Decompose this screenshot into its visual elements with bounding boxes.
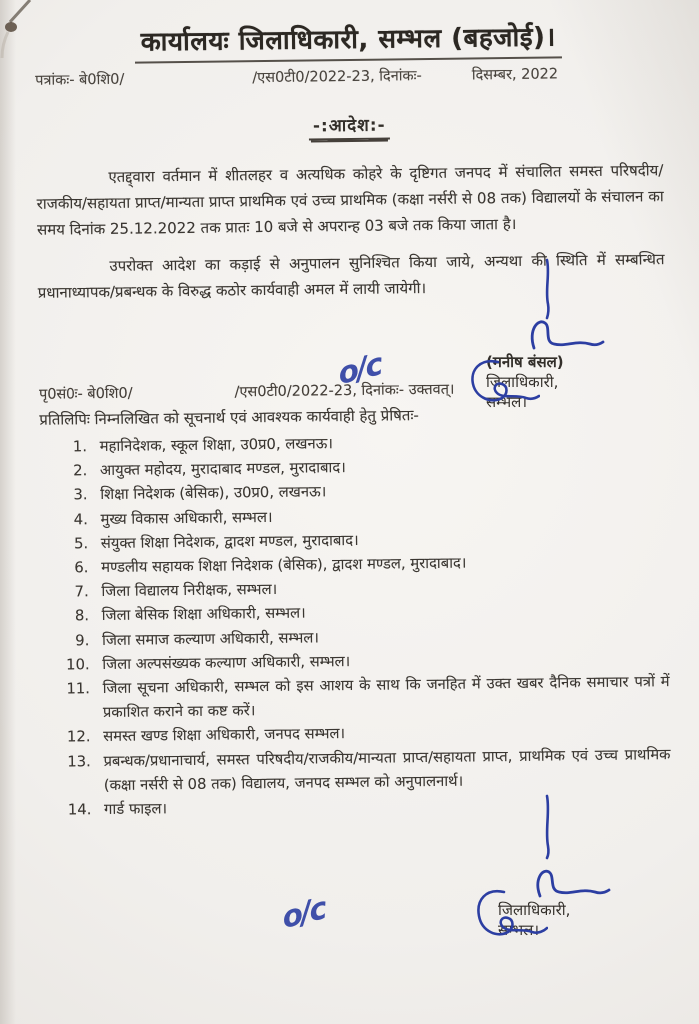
list-item: 3. शिक्षा निदेशक (बेसिक), उ0प्र0, लखनऊ। <box>92 477 667 508</box>
signatory-place: सम्भल। <box>486 393 528 411</box>
letter-number-label: पत्रांकः- बे0शि0/ <box>35 71 125 89</box>
signatory-designation: जिलाधिकारी, <box>498 901 571 919</box>
list-item: 8. जिला बेसिक शिक्षा अधिकारी, सम्भल। <box>94 598 669 629</box>
pen-stroke-icon <box>540 794 554 860</box>
list-item: 5. संयुक्त शिक्षा निदेशक, द्वादश मण्डल, मुरादाबाद। <box>93 525 668 556</box>
order-paragraph-2: उपरोक्त आदेश का कड़ाई से अनुपालन सुनिश्चित किया जाये, अन्यथा की स्थिति में सम्बन्धित प्रधानाध्यापक/प्रबन्धक के विरुद्ध कठोर कार्यवाही अमल में लायी जायेगी। <box>37 250 665 302</box>
endorsement-number-label: पृ0सं0ः- बे0शि0/ <box>38 385 133 403</box>
office-letterhead-title: कार्यालयः जिलाधिकारी, सम्भल (बहजोई)। <box>134 17 562 63</box>
order-heading: -:आदेश:- <box>309 112 390 140</box>
list-item: 14. गार्ड फाइल। <box>96 791 671 822</box>
signature-block-dm-bottom <box>498 866 668 940</box>
copy-distribution-heading: प्रतिलिपिः निम्नलिखित को सूचनार्थ एवं आवश्यक कार्यवाही हेतु प्रेषितः- <box>39 406 419 429</box>
endorsement-number-suffix: /एस0टी0/2022-23, दिनांकः- उक्तवत्। <box>234 381 455 401</box>
oc-handwritten-mark: o/c <box>280 890 328 937</box>
letter-date: दिसम्बर, 2022 <box>471 66 559 84</box>
list-item: 1. महानिदेशक, स्कूल शिक्षा, उ0प्र0, लखनऊ। <box>92 428 667 459</box>
list-item: 2. आयुक्त महोदय, मुरादाबाद मण्डल, मुरादाबाद। <box>92 452 667 483</box>
list-item: 9. जिला समाज कल्याण अधिकारी, सम्भल। <box>94 622 669 653</box>
list-item: 13. प्रबन्धक/प्रधानाचार्य, समस्त परिषदीय/राजकीय/मान्यता प्राप्त/सहायता प्राप्त, प्राथमिक एवं उच्च प्राथमिक (कक्षा नर्सरी से 08 तक) विद्यालय, जनपद सम्भल को अनुपालनार्थ। <box>95 743 671 798</box>
signatory-place: सम्भल। <box>498 921 540 939</box>
signature-block-dm <box>486 316 666 412</box>
signature-icon <box>520 316 606 352</box>
oc-handwritten-mark: o/c <box>336 346 384 393</box>
list-item: 4. मुख्य विकास अधिकारी, सम्भल। <box>92 501 667 532</box>
copy-distribution-list <box>40 428 672 823</box>
signatory-designation: जिलाधिकारी, <box>486 373 559 391</box>
reference-number-line <box>35 62 662 90</box>
signature-flourish-icon <box>472 888 548 944</box>
list-item: 11. जिला सूचना अधिकारी, सम्भल को इस आशय के साथ कि जनहित में उक्त खबर दैनिक समाचार पत्रों में प्रकाशित कराने का कष्ट करें। <box>95 670 671 725</box>
pen-stroke-icon <box>541 258 555 320</box>
list-item: 6. मण्डलीय सहायक शिक्षा निदेशक (बेसिक), द्वादश मण्डल, मुरादाबाद। <box>93 549 668 580</box>
letter-number-suffix: /एस0टी0/2022-23, दिनांकः- <box>252 68 422 87</box>
signature-flourish-icon <box>468 358 540 410</box>
list-item: 12. समस्त खण्ड शिक्षा अधिकारी, जनपद सम्भल। <box>95 719 670 750</box>
list-item: 10. जिला अल्पसंख्यक कल्याण अधिकारी, सम्भल। <box>94 646 669 677</box>
list-item: 7. जिला विद्यालय निरीक्षक, सम्भल। <box>93 573 668 604</box>
order-paragraph-1: एतद्द्वारा वर्तमान में शीतलहर व अत्यधिक कोहरे के दृष्टिगत जनपद में संचालित समस्त परिषदीय/राजकीय/सहायता प्राप्त/मान्यता प्राप्त प्राथमिक एवं उच्च प्राथमिक (कक्षा नर्सरी से 08 तक) विद्यालयों के संचालन का समय दिनांक 25.12.2022 तक प्रातः 10 बजे से अपरान्ह 03 बजे तक किया जाता है। <box>36 161 664 239</box>
signatory-name: (मनीष बंसल) <box>486 353 564 371</box>
